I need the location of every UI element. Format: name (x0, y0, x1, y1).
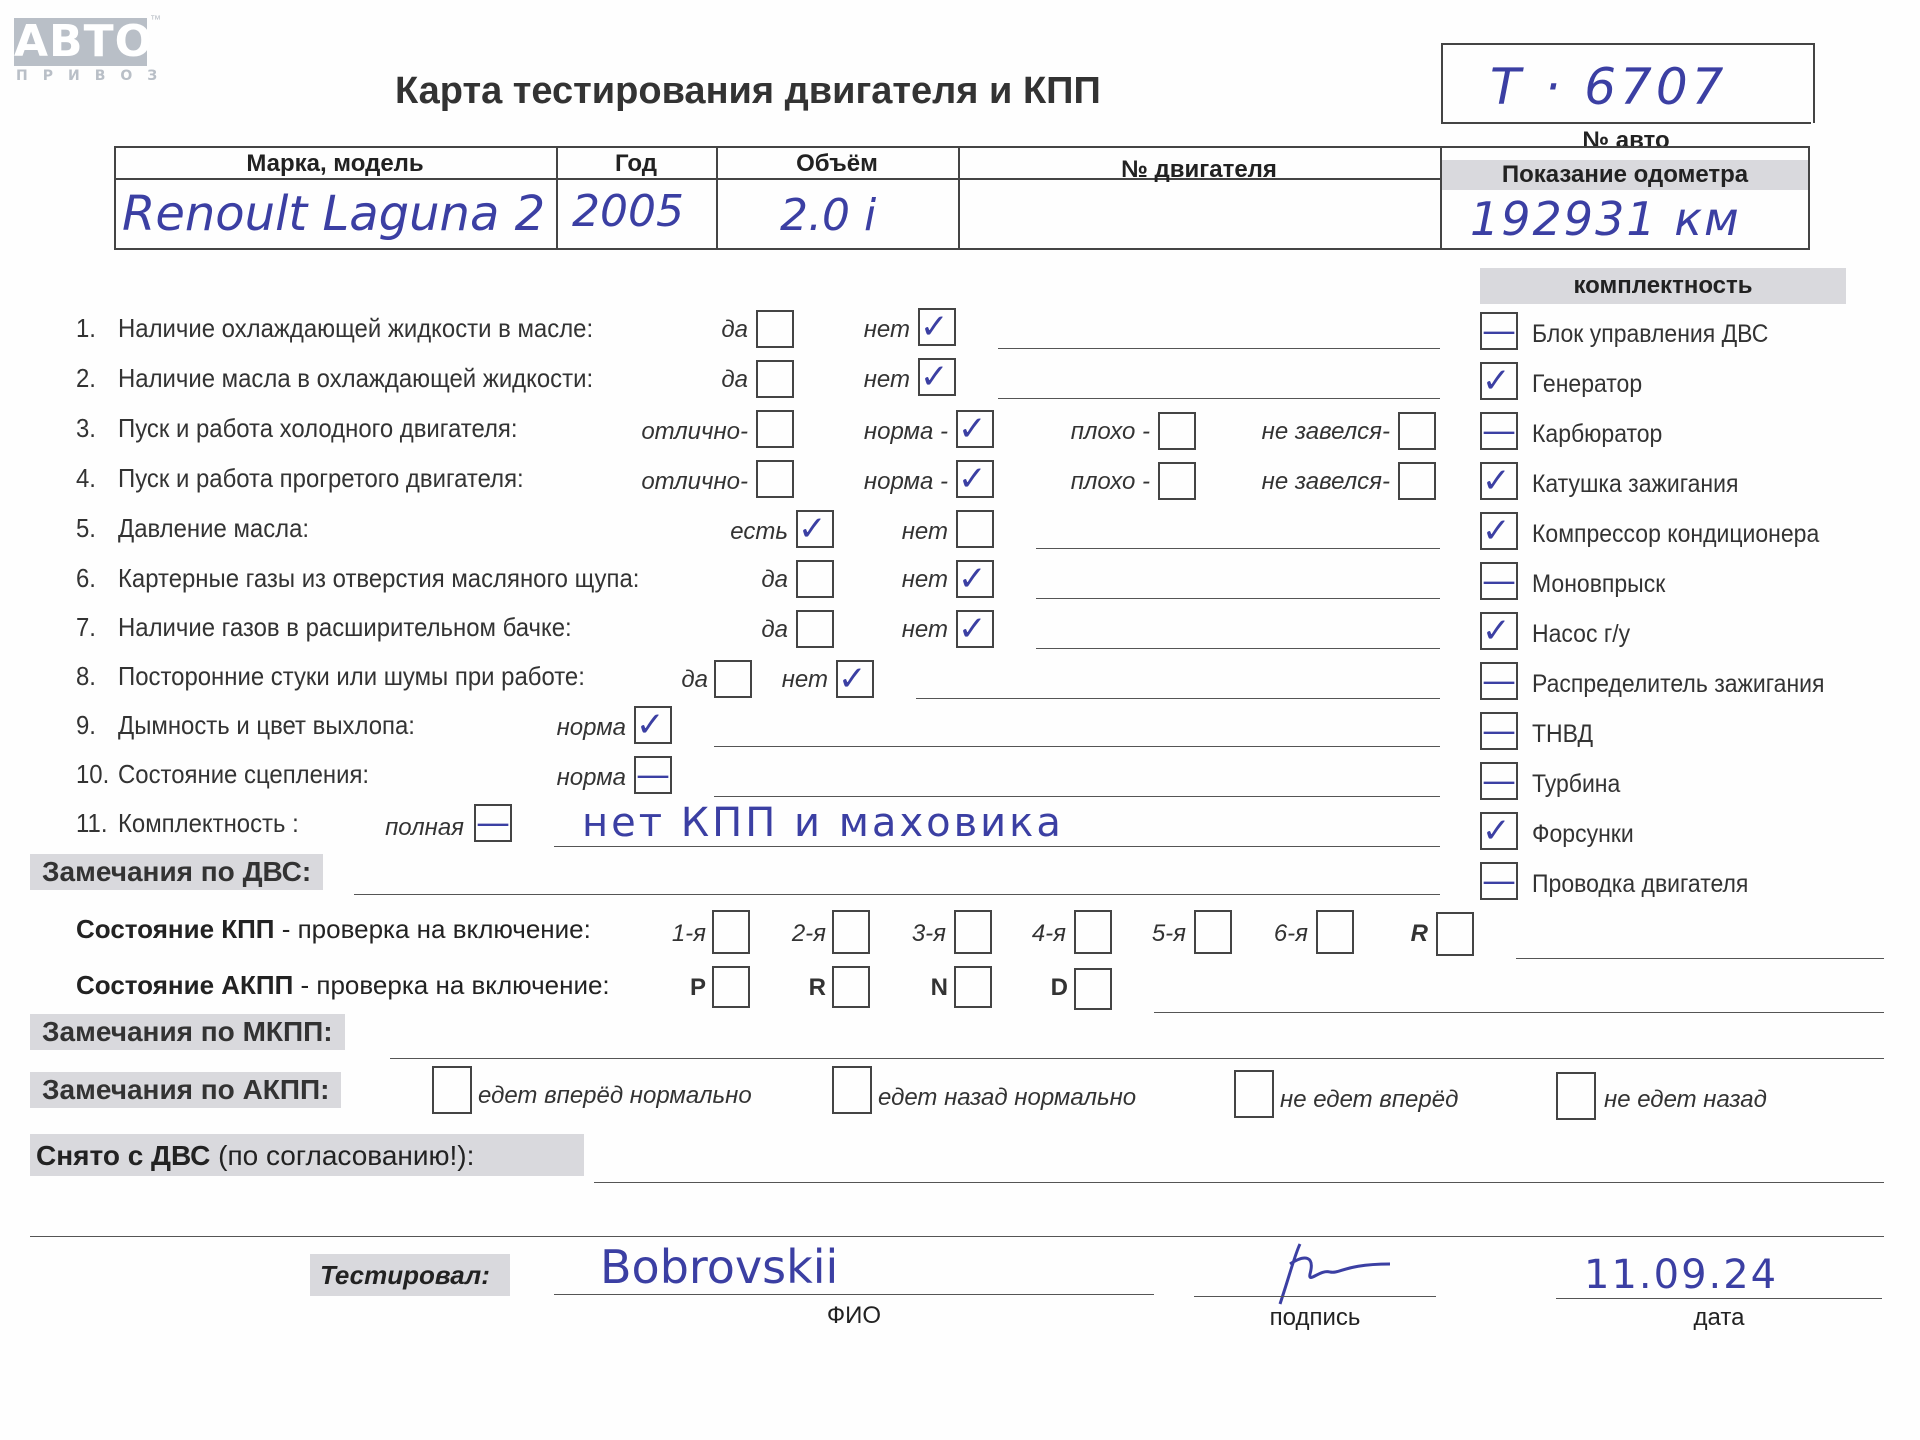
akpp-drives-forward-label: едет вперёд нормально (478, 1082, 752, 1109)
check-6-label: Картерные газы из отверстия масляного щупа: (118, 563, 640, 593)
check-7-num: 7. (76, 612, 96, 642)
check-4-box-normal[interactable] (956, 460, 994, 498)
komplekt-box-6[interactable] (1480, 562, 1518, 600)
signature (1250, 1234, 1400, 1314)
signature-caption: подпись (1269, 1304, 1361, 1331)
odometer-label: Показание одометра (1442, 160, 1808, 190)
komplekt-list (1480, 312, 1900, 902)
akpp-gear-r-label: R (808, 974, 826, 1001)
komplekt-mark-4: ✓ (1482, 461, 1511, 501)
check-7-opt-da: да (761, 616, 788, 643)
check-4-opt-bad: плохо - (1070, 468, 1150, 495)
komplekt-label-4: Катушка зажигания (1532, 470, 1739, 498)
komplekt-mark-1: — (1482, 311, 1516, 351)
check-10-opt-normal: норма (556, 764, 626, 791)
check-2-opt-da: да (721, 366, 748, 393)
kpp-gear-r-box[interactable] (1436, 912, 1474, 956)
komplekt-label-6: Моновпрыск (1532, 570, 1666, 598)
komplekt-label-12: Проводка двигателя (1532, 870, 1749, 898)
test-date: 11.09.24 (1584, 1252, 1779, 1298)
col-header-volume: Объём (796, 150, 878, 177)
komplekt-mark-7: ✓ (1482, 611, 1511, 651)
akpp-label (76, 970, 610, 1001)
akpp-no-back-box[interactable] (1556, 1072, 1596, 1120)
kpp-gear-5-box[interactable] (1194, 910, 1232, 954)
check-11-box-full[interactable] (474, 804, 512, 842)
check-3-label: Пуск и работа холодного двигателя: (118, 413, 518, 443)
check-1-mark-net: ✓ (920, 307, 949, 347)
komplekt-label-8: Распределитель зажигания (1532, 670, 1825, 698)
kpp-label-bold: Состояние КПП (76, 914, 275, 944)
check-10-num: 10. (76, 759, 110, 789)
komplekt-box-9[interactable] (1480, 712, 1518, 750)
model-value: Renoult Laguna 2 (122, 186, 546, 242)
auto-number-value: T · 6707 (1490, 58, 1728, 116)
check-9-opt-normal: норма (556, 714, 626, 741)
komplekt-label-5: Компрессор кондиционера (1532, 520, 1820, 548)
check-5-opt-yes: есть (730, 518, 788, 545)
check-5-opt-no: нет (901, 518, 948, 545)
logo: АВТО (14, 16, 154, 67)
check-4-box-bad[interactable] (1158, 462, 1196, 500)
check-3-box-normal[interactable] (956, 410, 994, 448)
check-7-opt-net: нет (901, 616, 948, 643)
remarks-dvs-line[interactable] (354, 894, 1440, 895)
signature-line (1194, 1296, 1436, 1297)
logo-trademark: ™ (150, 14, 161, 26)
check-1-box-da[interactable] (756, 310, 794, 348)
komplekt-box-5[interactable] (1480, 512, 1518, 550)
check-10-mark-normal: — (636, 755, 670, 795)
check-6-box-da[interactable] (796, 560, 834, 598)
tester-name: Bobrovskii (600, 1240, 839, 1294)
check-10-note-line (714, 796, 1440, 797)
check-1-num: 1. (76, 313, 96, 343)
kpp-gear-6-label: 6-я (1273, 920, 1308, 947)
check-6-num: 6. (76, 563, 96, 593)
check-6-mark-net: ✓ (958, 559, 987, 599)
kpp-label-rest: - проверка на включение: (274, 914, 591, 944)
kpp-label (76, 914, 591, 945)
test-date-caption: дата (1693, 1304, 1745, 1331)
check-6-opt-net: нет (901, 566, 948, 593)
akpp-note-line[interactable] (1154, 1012, 1884, 1013)
check-4-box-excellent[interactable] (756, 460, 794, 498)
kpp-gear-r-label: R (1410, 920, 1428, 947)
odometer-value: 192931 км (1470, 192, 1741, 246)
komplekt-mark-8: — (1482, 661, 1516, 701)
akpp-gear-p-label: P (689, 974, 706, 1001)
check-11-label: Комплектность : (118, 808, 299, 838)
remarks-akpp-label: Замечания по АКПП: (30, 1072, 341, 1108)
komplekt-box-11[interactable] (1480, 812, 1518, 850)
akpp-drives-forward-box[interactable] (432, 1066, 472, 1114)
komplekt-mark-5: ✓ (1482, 511, 1511, 551)
check-7-note-line (1036, 648, 1440, 649)
check-8-box-net[interactable] (836, 660, 874, 698)
volume-value: 2.0 i (780, 190, 877, 241)
komplekt-label-1: Блок управления ДВС (1532, 320, 1769, 348)
akpp-gear-p-box[interactable] (712, 966, 750, 1008)
test-date-line (1556, 1298, 1882, 1299)
kpp-gear-3-box[interactable] (954, 910, 992, 954)
check-6-opt-da: да (761, 566, 788, 593)
komplekt-mark-2: ✓ (1482, 361, 1511, 401)
check-3-opt-normal: норма - (863, 418, 948, 445)
check-6-note-line (1036, 598, 1440, 599)
komplekt-box-1[interactable] (1480, 312, 1518, 350)
col-header-model: Марка, модель (246, 150, 424, 177)
akpp-gear-r-box[interactable] (832, 966, 870, 1008)
komplekt-box-3[interactable] (1480, 412, 1518, 450)
akpp-no-forward-label: не едет вперёд (1280, 1086, 1459, 1113)
komplekt-label-11: Форсунки (1532, 820, 1634, 848)
check-1-opt-da: да (721, 316, 748, 343)
komplekt-label-10: Турбина (1532, 770, 1621, 798)
check-5-num: 5. (76, 513, 96, 543)
tester-name-caption: ФИО (826, 1302, 882, 1329)
check-3-opt-nostart: не завелся- (1261, 418, 1390, 445)
komplekt-box-7[interactable] (1480, 612, 1518, 650)
logo-subtitle: ПРИВОЗ (16, 68, 173, 84)
removed-line-2[interactable] (30, 1236, 1884, 1237)
check-2-note-line (998, 398, 1440, 399)
check-8-opt-da: да (681, 666, 708, 693)
check-4-opt-nostart: не завелся- (1261, 468, 1390, 495)
check-10-label: Состояние сцепления: (118, 759, 370, 789)
akpp-no-forward-box[interactable] (1234, 1070, 1274, 1118)
check-4-opt-normal: норма - (863, 468, 948, 495)
check-5-box-no[interactable] (956, 510, 994, 548)
kpp-gear-1-label: 1-я (671, 920, 706, 947)
komplekt-label-3: Карбюратор (1532, 420, 1663, 448)
form-title: Карта тестирования двигателя и КПП (395, 70, 1101, 112)
kpp-gear-3-label: 3-я (911, 920, 946, 947)
col-header-engine: № двигателя (1121, 156, 1277, 183)
check-9-num: 9. (76, 710, 96, 740)
komplekt-label-9: ТНВД (1532, 720, 1594, 748)
check-2-box-net[interactable] (918, 358, 956, 396)
check-8-mark-net: ✓ (838, 659, 867, 699)
komplekt-mark-9: — (1482, 711, 1516, 751)
komplekt-mark-6: — (1482, 561, 1516, 601)
kpp-gear-4-label: 4-я (1031, 920, 1066, 947)
kpp-note-line[interactable] (1516, 958, 1884, 959)
check-7-box-da[interactable] (796, 610, 834, 648)
check-2-label: Наличие масла в охлаждающей жидкости: (118, 363, 594, 393)
komplekt-label-2: Генератор (1532, 370, 1643, 398)
komplekt-mark-3: — (1482, 411, 1516, 451)
removed-label (36, 1140, 474, 1172)
komplekt-mark-11: ✓ (1482, 811, 1511, 851)
check-9-box-normal[interactable] (634, 706, 672, 744)
komplekt-box-8[interactable] (1480, 662, 1518, 700)
komplekt-title: комплектность (1480, 268, 1846, 304)
check-2-num: 2. (76, 363, 96, 393)
komplekt-mark-10: — (1482, 761, 1516, 801)
check-9-note-line (714, 746, 1440, 747)
komplekt-label-7: Насос г/у (1532, 620, 1631, 648)
check-7-label: Наличие газов в расширительном бачке: (118, 612, 572, 642)
check-1-box-net[interactable] (918, 308, 956, 346)
check-11-note: нет КПП и маховика (582, 800, 1064, 846)
check-10-box-normal[interactable] (634, 756, 672, 794)
akpp-gear-d-box[interactable] (1074, 968, 1112, 1010)
akpp-gear-n-label: N (930, 974, 948, 1001)
check-4-mark-normal: ✓ (958, 459, 987, 499)
kpp-gear-5-label: 5-я (1151, 920, 1186, 947)
check-11-opt-full: полная (385, 814, 464, 841)
check-3-box-nostart[interactable] (1398, 412, 1436, 450)
komplekt-box-10[interactable] (1480, 762, 1518, 800)
col-header-year: Год (615, 150, 657, 177)
check-5-box-yes[interactable] (796, 510, 834, 548)
akpp-label-bold: Состояние АКПП (76, 970, 294, 1000)
check-3-box-excellent[interactable] (756, 410, 794, 448)
check-3-opt-bad: плохо - (1070, 418, 1150, 445)
check-5-note-line (1036, 548, 1440, 549)
check-11-note-line (554, 846, 1440, 847)
removed-line[interactable] (594, 1182, 1884, 1183)
check-4-box-nostart[interactable] (1398, 462, 1436, 500)
check-3-mark-normal: ✓ (958, 409, 987, 449)
remarks-dvs-label: Замечания по ДВС: (30, 854, 323, 890)
komplekt-box-4[interactable] (1480, 462, 1518, 500)
auto-number-label: № авто (1441, 122, 1811, 155)
check-2-box-da[interactable] (756, 360, 794, 398)
akpp-gear-d-label: D (1050, 974, 1068, 1001)
akpp-drives-back-label: едет назад нормально (878, 1084, 1137, 1111)
akpp-label-rest: - проверка на включение: (293, 970, 610, 1000)
check-11-mark-full: — (476, 803, 510, 843)
check-5-label: Давление масла: (118, 513, 310, 543)
check-4-label: Пуск и работа прогретого двигателя: (118, 463, 524, 493)
check-8-num: 8. (76, 661, 96, 691)
check-8-note-line (916, 698, 1440, 699)
check-2-opt-net: нет (863, 366, 910, 393)
komplekt-mark-12: — (1482, 861, 1516, 901)
year-value: 2005 (572, 186, 684, 237)
check-8-opt-net: нет (781, 666, 828, 693)
check-11-num: 11. (76, 808, 108, 838)
check-9-mark-normal: ✓ (636, 705, 665, 745)
akpp-gear-n-box[interactable] (954, 966, 992, 1008)
kpp-gear-1-box[interactable] (712, 910, 750, 954)
kpp-gear-2-label: 2-я (791, 920, 826, 947)
check-3-opt-excellent: отлично- (641, 418, 748, 445)
akpp-drives-back-box[interactable] (832, 1066, 872, 1114)
check-8-label: Посторонние стуки или шумы при работе: (118, 661, 585, 691)
remarks-mkpp-label: Замечания по МКПП: (30, 1014, 345, 1050)
check-7-box-net[interactable] (956, 610, 994, 648)
komplekt-box-2[interactable] (1480, 362, 1518, 400)
check-3-num: 3. (76, 413, 96, 443)
check-1-label: Наличие охлаждающей жидкости в масле: (118, 313, 594, 343)
check-9-label: Дымность и цвет выхлопа: (118, 710, 415, 740)
remarks-mkpp-line[interactable] (390, 1058, 1884, 1059)
komplekt-box-12[interactable] (1480, 862, 1518, 900)
check-7-mark-net: ✓ (958, 609, 987, 649)
kpp-gear-2-box[interactable] (832, 910, 870, 954)
tested-label: Тестировал: (320, 1260, 490, 1290)
removed-label-bold: Снято с ДВС (36, 1140, 211, 1171)
akpp-no-back-label: не едет назад (1604, 1086, 1767, 1113)
check-4-num: 4. (76, 463, 96, 493)
kpp-gear-6-box[interactable] (1316, 910, 1354, 954)
check-5-mark-yes: ✓ (798, 509, 827, 549)
check-4-opt-excellent: отлично- (641, 468, 748, 495)
kpp-gear-4-box[interactable] (1074, 910, 1112, 954)
check-1-opt-net: нет (863, 316, 910, 343)
tester-name-line (554, 1294, 1154, 1295)
removed-label-rest: (по согласованию!): (210, 1140, 475, 1171)
check-6-box-net[interactable] (956, 560, 994, 598)
check-1-note-line (998, 348, 1440, 349)
check-2-mark-net: ✓ (920, 357, 949, 397)
check-3-box-bad[interactable] (1158, 412, 1196, 450)
